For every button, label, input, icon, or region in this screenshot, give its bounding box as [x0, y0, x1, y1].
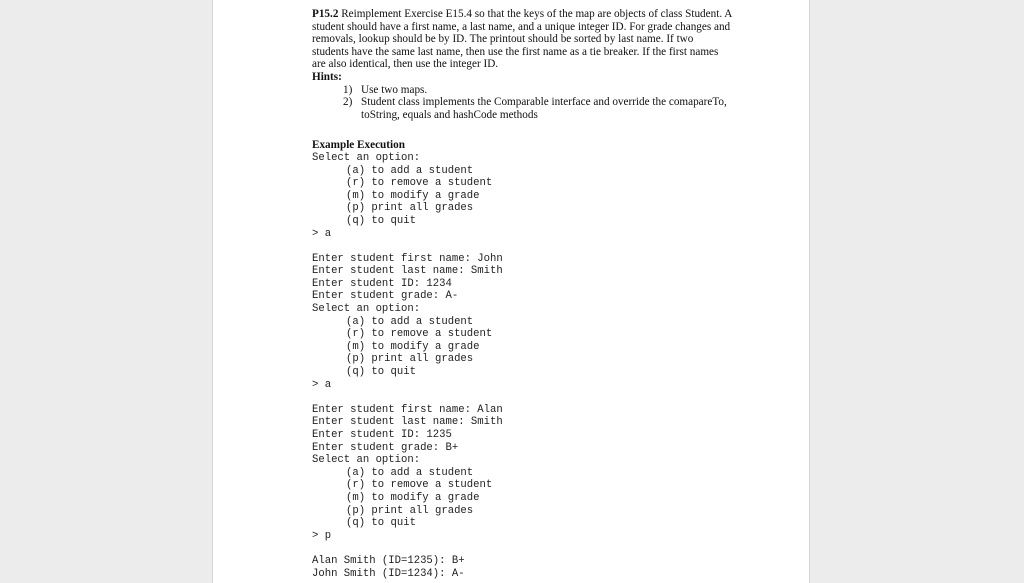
problem-statement	[312, 8, 732, 71]
blank-line	[312, 240, 732, 253]
hints-list	[312, 84, 732, 122]
document-content	[312, 8, 732, 580]
menu-option: (r) to remove a student	[346, 479, 493, 492]
hints-title: Hints:	[312, 70, 342, 83]
menu-option: (a) to add a student	[346, 466, 474, 479]
console-line: Enter student ID: 1235	[312, 429, 452, 441]
console-line: Enter student first name: John	[312, 252, 503, 265]
menu-option: (p) print all grades	[346, 202, 474, 215]
menu-option: (m) to modify a grade	[346, 340, 480, 353]
hint-number: 1)	[343, 83, 353, 96]
blank-line	[312, 391, 732, 404]
menu-option: (m) to modify a grade	[346, 189, 480, 202]
console-line: Enter student grade: B+	[312, 441, 459, 454]
user-input: > a	[312, 378, 332, 391]
example-console	[312, 152, 732, 580]
menu-option: (a) to add a student	[346, 315, 474, 328]
menu-option: (r) to remove a student	[346, 177, 493, 190]
menu-option: (q) to quit	[346, 517, 416, 530]
user-input: > p	[312, 529, 332, 542]
menu-option: (p) print all grades	[346, 504, 474, 517]
menu-option: (q) to quit	[346, 214, 416, 227]
console-line: Enter student last name: Smith	[312, 416, 503, 429]
problem-text: Reimplement Exercise E15.4 so that the keys of the map are objects of class Student. A student should have a first name, a last name, and a unique integer ID. For grade changes and removals, lookup should be by ID. The printout should be sorted by last name. If two students have the same last name, then use the first name as a tie breaker. If the first names are also identical, then use the integer ID.	[312, 8, 732, 71]
hint-number: 2)	[343, 96, 353, 109]
console-line: Enter student grade: A-	[312, 290, 459, 303]
menu-prompt: Select an option:	[312, 151, 421, 164]
hint-item	[312, 84, 732, 97]
menu-option: (r) to remove a student	[346, 328, 493, 341]
menu-prompt: Select an option:	[312, 303, 421, 316]
menu-option: (m) to modify a grade	[346, 491, 480, 504]
hint-text: Student class implements the Comparable interface and override the comapareTo, toString, equals and hashCode methods	[361, 96, 727, 121]
blank-line	[312, 542, 732, 555]
menu-option: (p) print all grades	[346, 353, 474, 366]
user-input: > a	[312, 227, 332, 240]
hint-item	[312, 96, 732, 121]
menu-prompt: Select an option:	[312, 454, 421, 467]
menu-option: (q) to quit	[346, 366, 416, 379]
console-line: Enter student ID: 1234	[312, 277, 452, 290]
example-title: Example Execution	[312, 139, 405, 152]
console-line: Enter student first name: Alan	[312, 403, 503, 416]
problem-label: P15.2	[312, 8, 339, 20]
document-page	[212, 0, 810, 583]
output-line: Alan Smith (ID=1235): B+	[312, 554, 465, 567]
console-line: Enter student last name: Smith	[312, 265, 503, 278]
output-line: John Smith (ID=1234): A-	[312, 567, 465, 580]
hint-text: Use two maps.	[361, 83, 428, 96]
menu-option: (a) to add a student	[346, 164, 474, 177]
